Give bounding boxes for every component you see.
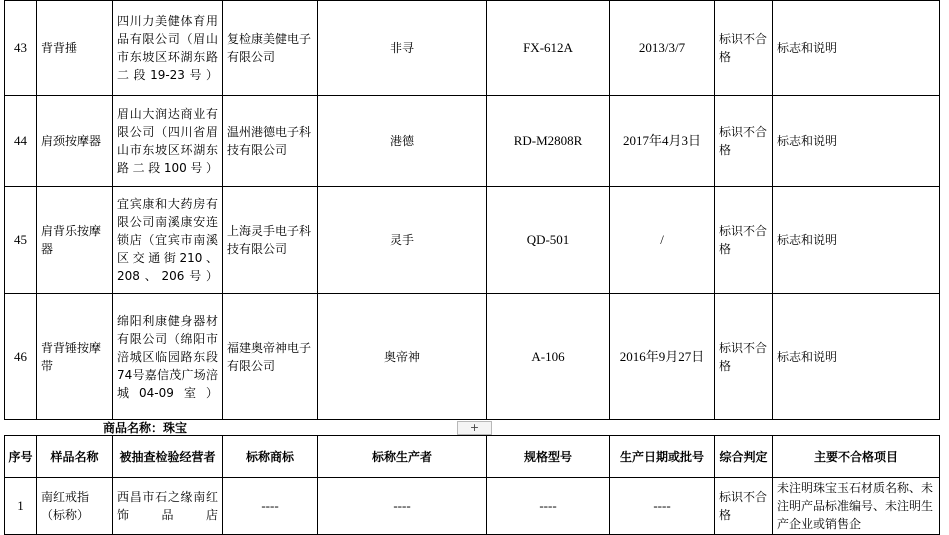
manufacturer-cell: 复检康美健电子有限公司 <box>223 1 318 96</box>
verdict-cell: 标识不合格 <box>715 1 773 96</box>
header-model: 规格型号 <box>487 436 610 478</box>
manufacturer-cell: 温州港德电子科技有限公司 <box>223 96 318 187</box>
brand-cell: 灵手 <box>318 187 487 294</box>
sample-name: 背背锤按摩带 <box>37 294 113 420</box>
header-manufacturer: 标称生产者 <box>318 436 487 478</box>
row-number: 45 <box>5 187 37 294</box>
table-row <box>5 96 940 187</box>
model-cell: A-106 <box>487 294 610 420</box>
header-defect: 主要不合格项目 <box>773 436 940 478</box>
operator-cell: 西昌市石之缘南红饰品店 <box>113 478 223 535</box>
brand-cell: 奥帝神 <box>318 294 487 420</box>
brand-cell: ---- <box>223 478 318 535</box>
header-brand: 标称商标 <box>223 436 318 478</box>
date-cell: 2013/3/7 <box>610 1 715 96</box>
manufacturer-cell: ---- <box>318 478 487 535</box>
defect-cell: 标志和说明 <box>773 96 940 187</box>
date-cell: / <box>610 187 715 294</box>
defect-cell: 标志和说明 <box>773 294 940 420</box>
header-operator: 被抽查检验经营者 <box>113 436 223 478</box>
header-no: 序号 <box>5 436 37 478</box>
verdict-cell: 标识不合格 <box>715 187 773 294</box>
verdict-cell: 标识不合格 <box>715 478 773 535</box>
defect-cell: 标志和说明 <box>773 1 940 96</box>
header-verdict: 综合判定 <box>715 436 773 478</box>
table-row <box>5 1 940 96</box>
sample-name: 肩背乐按摩器 <box>37 187 113 294</box>
table-row <box>5 187 940 294</box>
operator-cell: 绵阳利康健身器材有限公司（绵阳市涪城区临园路东段74号嘉信茂广场涪城04-09室） <box>113 294 223 420</box>
defect-cell: 未注明珠宝玉石材质名称、未注明产品标准编号、未注明生产企业或销售企 <box>773 478 940 535</box>
manufacturer-cell: 福建奥帝神电子有限公司 <box>223 294 318 420</box>
date-cell: 2016年9月27日 <box>610 294 715 420</box>
operator-cell: 四川力美健体育用品有限公司（眉山市东坡区环湖东路二段19-23号） <box>113 1 223 96</box>
sample-name: 南红戒指（标称） <box>37 478 113 535</box>
manufacturer-cell: 上海灵手电子科技有限公司 <box>223 187 318 294</box>
operator-cell: 宜宾康和大药房有限公司南溪康安连锁店（宜宾市南溪区交通街210、208、206号） <box>113 187 223 294</box>
jewelry-table <box>4 435 940 535</box>
row-number: 1 <box>5 478 37 535</box>
verdict-cell: 标识不合格 <box>715 96 773 187</box>
model-cell: RD-M2808R <box>487 96 610 187</box>
products-table <box>4 0 940 420</box>
sample-name: 背背捶 <box>37 1 113 96</box>
row-number: 44 <box>5 96 37 187</box>
model-cell: QD-501 <box>487 187 610 294</box>
header-sample-name: 样品名称 <box>37 436 113 478</box>
verdict-cell: 标识不合格 <box>715 294 773 420</box>
table-row <box>5 294 940 420</box>
date-cell: ---- <box>610 478 715 535</box>
header-row <box>5 436 940 478</box>
sample-name: 肩颈按摩器 <box>37 96 113 187</box>
operator-cell: 眉山大润达商业有限公司（四川省眉山市东坡区环湖东路二段100号） <box>113 96 223 187</box>
defect-cell: 标志和说明 <box>773 187 940 294</box>
row-number: 43 <box>5 1 37 96</box>
brand-cell: 港德 <box>318 96 487 187</box>
date-cell: 2017年4月3日 <box>610 96 715 187</box>
row-number: 46 <box>5 294 37 420</box>
model-cell: ---- <box>487 478 610 535</box>
brand-cell: 非寻 <box>318 1 487 96</box>
section-title: 商品名称：珠宝 <box>103 421 188 435</box>
model-cell: FX-612A <box>487 1 610 96</box>
header-date: 生产日期或批号 <box>610 436 715 478</box>
table-row <box>5 478 940 535</box>
add-row-button[interactable]: + <box>457 421 492 435</box>
